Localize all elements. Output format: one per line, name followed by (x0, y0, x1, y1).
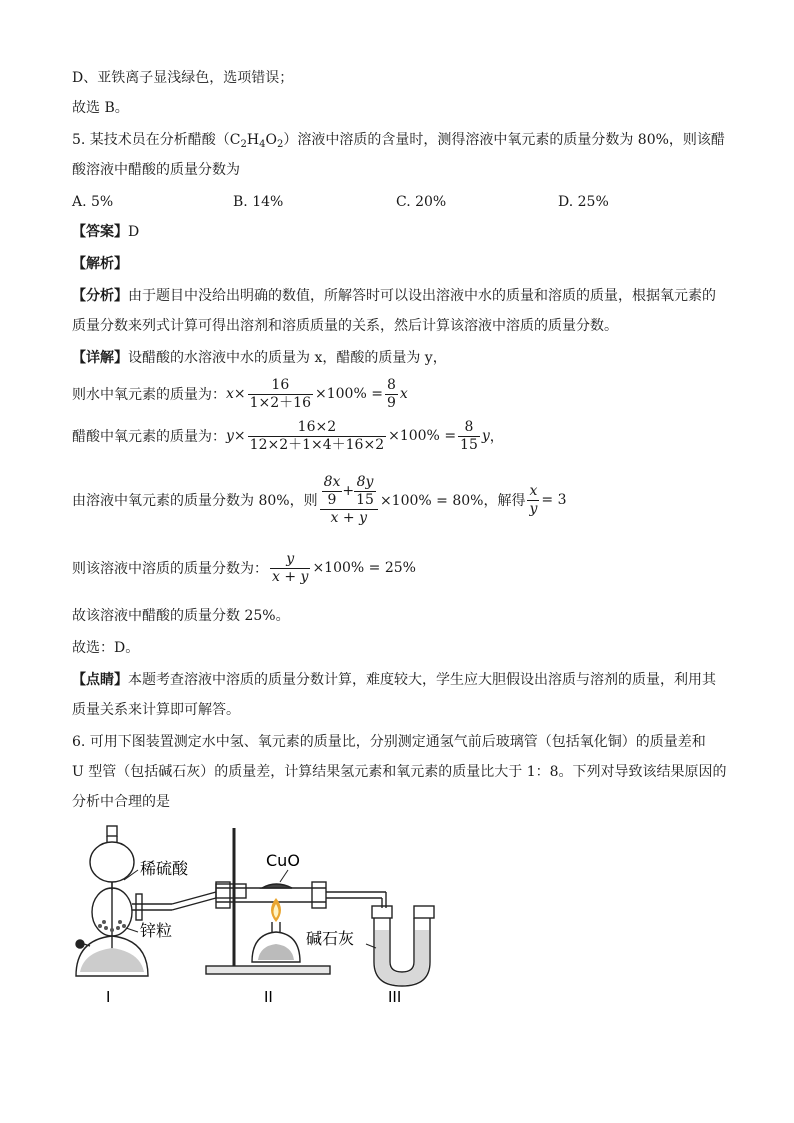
answer-line (72, 222, 139, 242)
label-acid: 稀硫酸 (140, 859, 189, 878)
xiangjie-line-1: 【详解】设醋酸的水溶液中水的质量为 x，醋酸的质量为 y， (72, 350, 447, 366)
analysis-tag: 【解析】 (72, 256, 128, 272)
fraction: $\frac{16}{1\times 2+16}$ (249, 376, 311, 411)
apparatus-figure (66, 822, 456, 1012)
label-apparatus-ii: II (264, 988, 273, 1006)
option-c[interactable]: C. 20% (396, 194, 447, 210)
select-line: 故选：D。 (72, 640, 140, 656)
answer-value: D (128, 224, 140, 240)
fraction: $\frac{8}{15}$ (460, 418, 478, 453)
dianjing-line-1: 【点睛】本题考查溶液中溶质的质量分数计算，难度较大，学生应大胆假设出溶质与溶剂的质量，利用其 (72, 672, 716, 688)
text-line: 故选 B。 (72, 100, 129, 116)
apparatus-iii (372, 906, 434, 986)
option-a[interactable]: A. 5% (72, 194, 114, 210)
options-row (72, 192, 672, 212)
fenxi-line-1: 【分析】由于题目中没给出明确的数值，所解答时可以设出溶液中水的质量和溶质的质量，根据氧元素的 (72, 288, 716, 304)
question-6-line-1: 6. 可用下图装置测定水中氢、氧元素的质量比，分别测定通氢气前后玻璃管（包括氧化铜）的质量差和 (72, 734, 706, 750)
ratio-equation: 由溶液中氧元素的质量分数为 80%，则 $\frac{8x}{9}$ + $\frac{8y}{15}$ x + y ×100% = 80%，解得 $\frac{x}{y}$ = 3 (72, 473, 567, 526)
question-5-line-2: 酸溶液中醋酸的质量分数为 (72, 162, 240, 178)
label-apparatus-i: I (106, 988, 111, 1006)
fenxi-line-2: 质量分数来列式计算可得出溶剂和溶质质量的关系，然后计算该溶液中溶质的质量分数。 (72, 318, 618, 334)
question-5-line-1: 5. 某技术员在分析醋酸$(C_2H_4O_2)$溶液中溶质的含量时，测得溶液中氧元素的质量分数为 80%，则该醋 (72, 132, 725, 150)
option-b[interactable]: B. 14% (233, 194, 284, 210)
label-zinc: 锌粒 (140, 921, 173, 940)
fraction: $\frac{16\times 2}{12\times 2+1\times 4+16\times 2}$ (249, 418, 385, 453)
answer-tag: 【答案】 (72, 224, 128, 240)
fraction: $\frac{x}{y}$ (529, 482, 538, 517)
fraction: $\frac{y}{x + y}$ (272, 550, 309, 585)
acid-oxygen-equation: 醋酸中氧元素的质量为： y × $\frac{16\times 2}{12\times 2+1\times 4+16\times 2}$ ×100% = $\frac{8}{15}$ y ， (72, 418, 504, 453)
question-6-line-3: 分析中合理的是 (72, 794, 170, 810)
question-6-line-2: U 型管（包括碱石灰）的质量差，计算结果氢元素和氧元素的质量比大于 1：8。下列对导致该结果原因的 (72, 764, 727, 780)
fraction: $\frac{8}{9}$ (386, 376, 396, 411)
water-oxygen-equation: 则水中氧元素的质量为： x × $\frac{16}{1\times 2+16}$ ×100% = $\frac{8}{9}$ x (72, 376, 408, 411)
compound-fraction: $\frac{8x}{9}$ + $\frac{8y}{15}$ x + y (320, 474, 378, 527)
label-soda-lime: 碱石灰 (306, 929, 355, 948)
solute-fraction-equation: 则该溶液中溶质的质量分数为： $\frac{y}{x + y}$ ×100% = 25% (72, 550, 416, 585)
text-line: D、亚铁离子显浅绿色，选项错误； (72, 70, 294, 86)
label-cuo: CuO (266, 851, 300, 870)
conclusion-line: 故该溶液中醋酸的质量分数 25%。 (72, 608, 290, 624)
apparatus-ii (206, 828, 330, 974)
dianjing-line-2: 质量关系来计算即可解答。 (72, 702, 240, 718)
label-apparatus-iii: III (388, 988, 402, 1006)
option-d[interactable]: D. 25% (558, 194, 609, 210)
